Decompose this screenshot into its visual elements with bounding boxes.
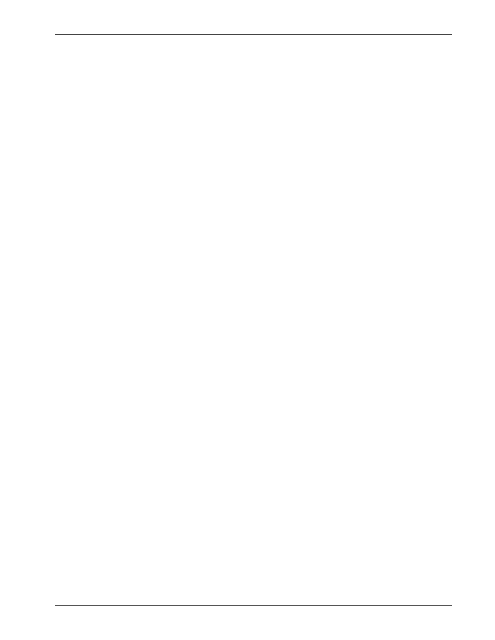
header-rule	[55, 34, 452, 35]
document-body	[57, 48, 448, 77]
footer-rule	[55, 605, 452, 606]
